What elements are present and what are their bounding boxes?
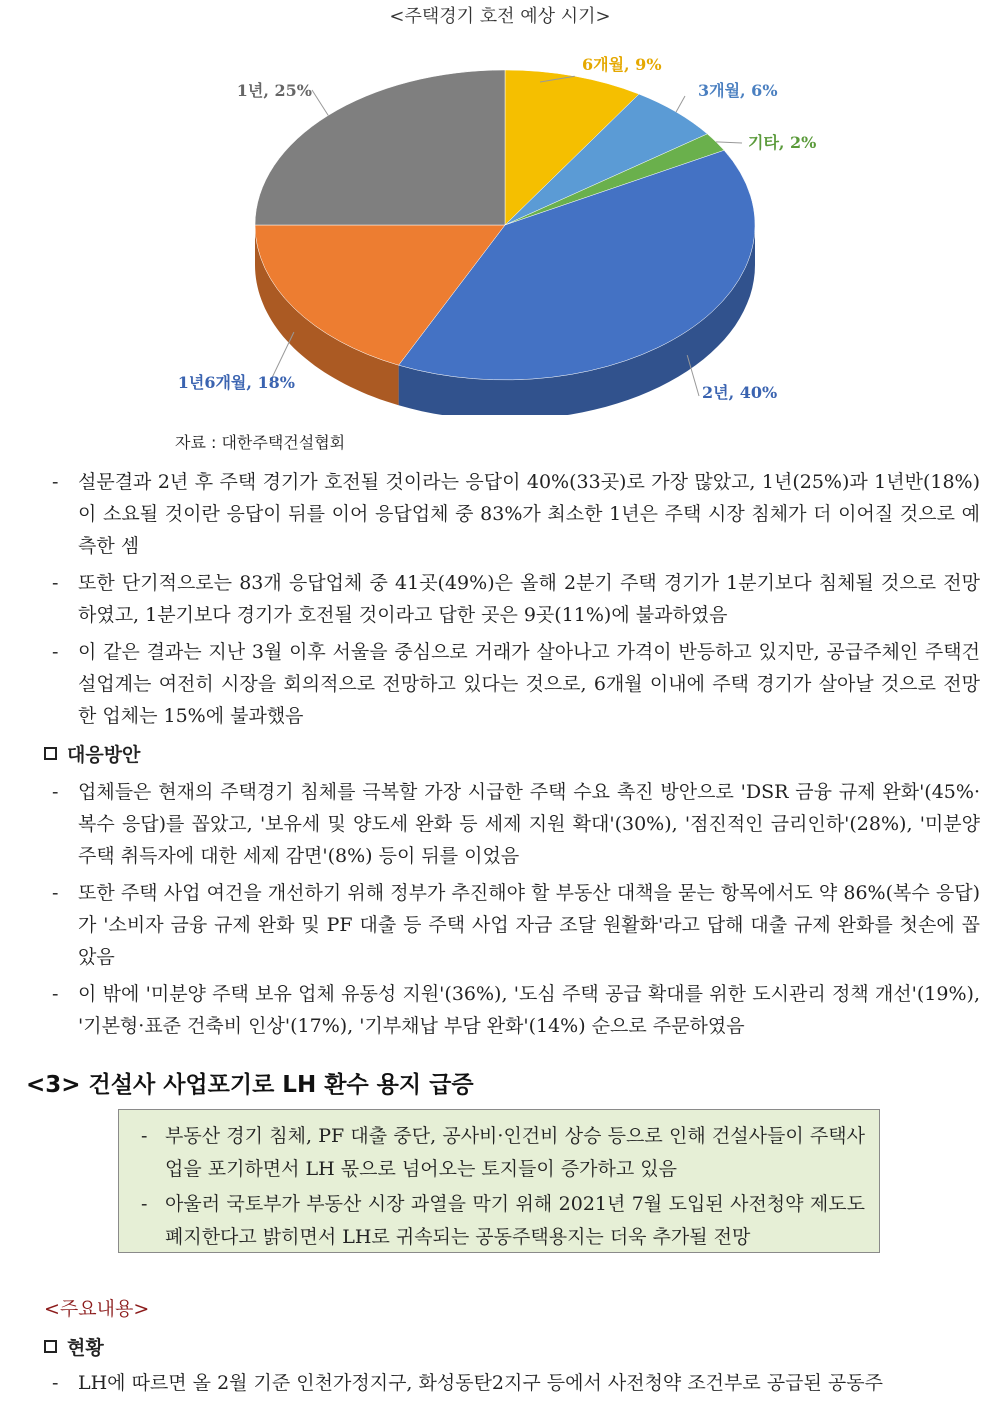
summary-box — [118, 1109, 880, 1253]
main-content-label: <주요내용> — [44, 1298, 150, 1320]
bullet-list-status — [40, 1367, 980, 1404]
summary-bullet: - 부동산 경기 침체, PF 대출 중단, 공사비·인건비 상승 등으로 인해 건설사들이 주택사업을 포기하면서 LH 몫으로 넘어오는 토지들이 증가하고 있음 — [131, 1120, 865, 1186]
bullet-item: - LH에 따르면 올 2월 기준 인천가정지구, 화성동탄2지구 등에서 사전청약 조건부로 공급된 공동주 — [40, 1367, 980, 1399]
source-note: 자료 : 대한주택건설협회 — [175, 433, 346, 452]
pie-label-1년6개월: 1년6개월, 18% — [177, 373, 295, 392]
leader-line-3개월 — [676, 96, 685, 112]
section-heading-status — [44, 1333, 104, 1360]
bullet-item: - 업체들은 현재의 주택경기 침체를 극복할 가장 시급한 주택 수요 촉진 방안으로 'DSR 금융 규제 완화'(45%·복수 응답)를 꼽았고, '보유세 및 양도세 완화 등 세제 지원 확대'(30%), '점진적인 금리인하'(28%), '미분양 주택 취득자에 대한 세제 감면'(8%) 등이 뒤를 이었음 — [40, 776, 980, 872]
chart-title: <주택경기 호전 예상 시기> — [389, 6, 611, 27]
bullet-item: - 설문결과 2년 후 주택 경기가 호전될 것이라는 응답이 40%(33곳)로 가장 많았고, 1년(25%)과 1년반(18%)이 소요될 것이란 응답이 뒤를 이어 응답업체 중 83%가 최소한 1년은 주택 시장 침체가 더 이어질 것으로 예측한 셈 — [40, 466, 980, 562]
bullet-list-response — [40, 776, 980, 1047]
pie-chart — [150, 30, 850, 415]
section-title-3: <3> 건설사 사업포기로 LH 환수 용지 급증 — [26, 1072, 474, 1098]
bullet-item: - 또한 단기적으로는 83개 응답업체 중 41곳(49%)은 올해 2분기 주택 경기가 1분기보다 침체될 것으로 전망하였고, 1분기보다 경기가 호전될 것이라고 답한 곳은 9곳(11%)에 불과하였음 — [40, 567, 980, 631]
section-heading-label: 대응방안 — [67, 744, 141, 766]
pie-label-6개월: 6개월, 9% — [582, 55, 662, 74]
bullet-item: - 이 밖에 '미분양 주택 보유 업체 유동성 지원'(36%), '도심 주택 공급 확대를 위한 도시관리 정책 개선'(19%), '기본형·표준 건축비 인상'(17%), '기부채납 부담 완화'(14%) 순으로 주문하였음 — [40, 978, 980, 1042]
checkbox-square-icon — [44, 1340, 57, 1353]
pie-label-2년: 2년, 40% — [702, 383, 778, 402]
bullet-item: - 또한 주택 사업 여건을 개선하기 위해 정부가 추진해야 할 부동산 대책을 묻는 항목에서도 약 86%(복수 응답)가 '소비자 금융 규제 완화 및 PF 대출 등 주택 사업 자금 조달 원활화'라고 답해 대출 규제 완화를 첫손에 꼽았음 — [40, 877, 980, 973]
leader-line-1년 — [312, 90, 328, 115]
checkbox-square-icon — [44, 747, 57, 760]
leader-line-기타 — [716, 142, 742, 143]
section-heading-response — [44, 740, 140, 767]
bullet-list-survey — [40, 466, 980, 737]
pie-label-3개월: 3개월, 6% — [698, 81, 778, 100]
pie-label-1년: 1년, 25% — [236, 81, 312, 100]
section-heading-label: 현황 — [67, 1337, 104, 1359]
pie-label-기타: 기타, 2% — [748, 133, 817, 152]
summary-bullet: - 아울러 국토부가 부동산 시장 과열을 막기 위해 2021년 7월 도입된 사전청약 제도도 폐지한다고 밝히면서 LH로 귀속되는 공동주택용지는 더욱 추가될 전망 — [131, 1188, 865, 1254]
bullet-item: - 이 같은 결과는 지난 3월 이후 서울을 중심으로 거래가 살아나고 가격이 반등하고 있지만, 공급주체인 주택건설업계는 여전히 시장을 회의적으로 전망하고 있다는 것으로, 6개월 이내에 주택 경기가 살아날 것으로 전망한 업체는 15%에 불과했음 — [40, 636, 980, 732]
